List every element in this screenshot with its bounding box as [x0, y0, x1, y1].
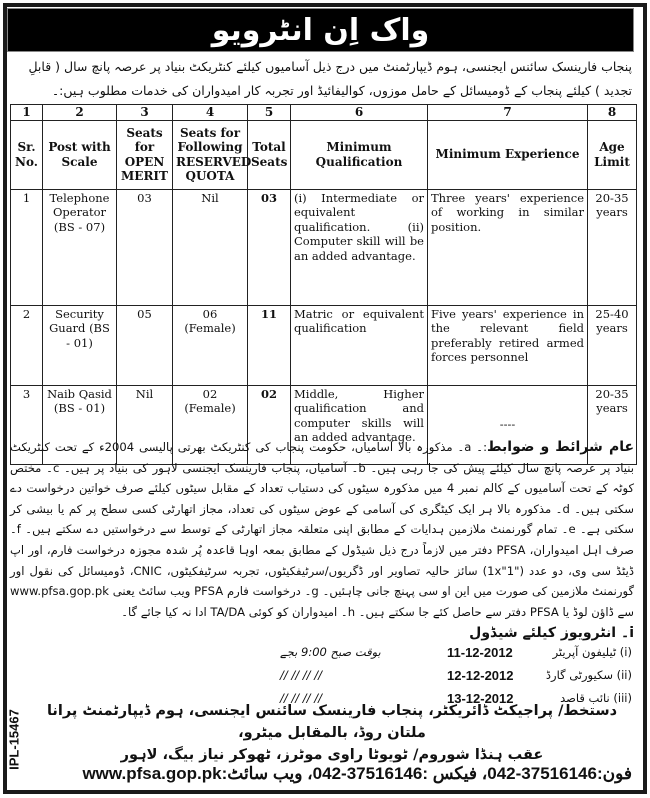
cell-age: 20-35 years	[588, 189, 637, 305]
cell-open-merit: 03	[117, 189, 173, 305]
cell-sr: 3	[11, 385, 43, 464]
cell-total: 02	[248, 385, 291, 464]
schedule-date: 13-12-2012	[447, 691, 514, 706]
signature-line-1: دستخط/ پراجیکٹ ڈائریکٹر، پنجاب فارینسک سائنس ایجنسی، ہوم ڈیپارٹمنٹ پرانا ملتان روڈ، بالمقابل میٹرو،	[46, 703, 618, 741]
interview-schedule-title: i۔ انٹرویوز کیلئے شیڈول	[469, 625, 634, 641]
general-terms-body: :۔ a۔ مذکورہ بالا آسامیاں، حکومت پنجاب کی کنٹریکٹ بھرتی پالیسی 2004ء کے تحت کنٹریکٹ بنیاد پر عرصہ پانچ سال کیلئے پیش کی جا رہی ہیں۔ b۔ آسامیاں، پنجاب فارینسک ایجنسی لاہور کی بنیاد پر ہیں۔ c۔ مختص کوٹہ کے تحت آسامیوں کے کالم نمبر 4 میں مذکورہ سیٹوں کی دستیاب تعداد کے مقابل سیٹوں کیلئے صرف خواتین درخواست دے سکتی ہیں۔ d۔ مذکورہ بالا ہر ایک کیٹگری کی آسامی کے عوض سیٹوں کی تعداد، مجاز اتھارٹی کسی سطح پر کم یا بیشی کر سکتی ہے۔ e۔ تمام گورنمنٹ ملازمین ہدایات کے مطابق اپنی متعلقہ مجاز اتھارٹی کے توسط سے درخواستیں دے سکتے ہیں۔ f۔ صرف اہل امیدواران، PFSA دفتر میں لازماً درج ذیل شیڈول کے مطابق بمعہ اوہا قاعدہ پُر شدہ مجوزہ درخواست فارم، اور اپ ڈیٹڈ سی وی، دو عدد ("1x"1) سائز حالیہ تصاویر اور ڈگریوں/سرٹیفکیٹوں، تجربہ سرٹیفکیٹوں، CNIC، ڈومیسائل کی نقول اور گورنمنٹ ملازمین کی صورت میں این او سی پہنچ جانی چاہئیں۔ g۔ درخواست فارم PFSA ویب سائٹ یعنی www.pfsa.gop.pk سے ڈاؤن لوڈ یا PFSA دفتر سے حاصل کئے جا سکتے ہیں۔ h۔ امیدواران کو کوئی TA/DA ادا نہ کیا جائے گا۔	[10, 440, 635, 619]
cell-total: 11	[248, 305, 291, 385]
schedule-date: 12-12-2012	[447, 668, 514, 683]
phone-number: 042-37516146	[487, 764, 597, 783]
schedule-post: (iii) نائب قاصد	[560, 691, 632, 705]
header-open-merit: Seats for OPEN MERIT	[117, 120, 173, 189]
general-terms-section	[10, 437, 634, 622]
cell-sr: 1	[11, 189, 43, 305]
cell-experience: Three years' experience of working in similar position.	[428, 189, 588, 305]
signature-block	[30, 700, 634, 766]
column-number: 2	[43, 105, 117, 121]
table-row	[11, 305, 637, 385]
header-minimum-experience: Minimum Experience	[428, 120, 588, 189]
walk-in-interview-banner: واک اِن انٹرویو	[7, 8, 634, 52]
website-link[interactable]: www.pfsa.gop.pk	[82, 764, 222, 783]
schedule-row	[240, 645, 632, 668]
fax-label: ، فیکس :	[422, 764, 488, 783]
header-reserved-quota: Seats for Following RESERVED QUOTA	[173, 120, 248, 189]
column-number-row	[11, 105, 637, 121]
header-total-seats: Total Seats	[248, 120, 291, 189]
cell-age: 25-40 years	[588, 305, 637, 385]
contact-line	[20, 762, 632, 786]
schedule-post: (ii) سکیورٹی گارڈ	[545, 668, 632, 682]
phone-label: فون:	[596, 764, 632, 783]
ad-code-text: IPL-15467	[6, 709, 22, 770]
header-minimum-qualification: Minimum Qualification	[291, 120, 428, 189]
cell-sr: 2	[11, 305, 43, 385]
table-row	[11, 189, 637, 305]
header-row	[11, 120, 637, 189]
column-number: 4	[173, 105, 248, 121]
column-number: 1	[11, 105, 43, 121]
schedule-time: // // // //	[280, 691, 322, 705]
cell-age: 20-35 years	[588, 385, 637, 464]
cell-qualification: Middle, Higher qualification and computer skills will an added advantage.	[291, 385, 428, 464]
cell-post: Naib Qasid (BS - 01)	[43, 385, 117, 464]
signature-line-2: عقب ہنڈا شوروم/ ٹویوٹا راوی موٹرز، ٹھوکر نیاز بیگ، لاہور	[120, 747, 544, 763]
cell-reserved-quota: 06 (Female)	[173, 305, 248, 385]
cell-experience: Five years' experience in the relevant field preferably retired armed forces personnel	[428, 305, 588, 385]
cell-reserved-quota: 02 (Female)	[173, 385, 248, 464]
cell-reserved-quota: Nil	[173, 189, 248, 305]
cell-post: Security Guard (BS - 01)	[43, 305, 117, 385]
cell-experience: ----	[428, 385, 588, 464]
schedule-date: 11-12-2012	[447, 645, 513, 660]
header-post-with-scale: Post with Scale	[43, 120, 117, 189]
schedule-time: بوقت صبح 9:00 بجے	[280, 645, 381, 659]
posts-table	[10, 104, 637, 465]
header-sr-no: Sr. No.	[11, 120, 43, 189]
column-number: 5	[248, 105, 291, 121]
column-number: 6	[291, 105, 428, 121]
column-number: 3	[117, 105, 173, 121]
fax-number: 042-37516146	[312, 764, 423, 783]
schedule-row	[240, 668, 632, 691]
cell-post: Telephone Operator (BS - 07)	[43, 189, 117, 305]
column-number: 7	[428, 105, 588, 121]
general-terms-title: عام شرائط و ضوابط	[487, 439, 635, 455]
schedule-time: // // // //	[280, 668, 322, 682]
intro-paragraph: پنجاب فارینسک سائنس ایجنسی، ہوم ڈیپارٹمنٹ میں درج ذیل آسامیوں کیلئے کنٹریکٹ بنیاد پر عرصہ پانچ سال ( قابلِ تجدید ) کیلئے پنجاب کے ڈومیسائل کے حامل موزوں، کوالیفائیڈ اور تجربہ کار امیدواران کی خدمات مطلوب ہیں:۔	[28, 59, 632, 98]
cell-qualification: (i) Intermediate or equivalent qualification. (ii) Computer skill will be an added advantage.	[291, 189, 428, 305]
column-number: 8	[588, 105, 637, 121]
header-age-limit: Age Limit	[588, 120, 637, 189]
cell-qualification: Matric or equivalent qualification	[291, 305, 428, 385]
schedule-post: (i) ٹیلیفون آپریٹر	[552, 645, 632, 659]
cell-open-merit: Nil	[117, 385, 173, 464]
cell-open-merit: 05	[117, 305, 173, 385]
cell-total: 03	[248, 189, 291, 305]
website-label: ، ویب سائٹ:	[221, 764, 313, 783]
